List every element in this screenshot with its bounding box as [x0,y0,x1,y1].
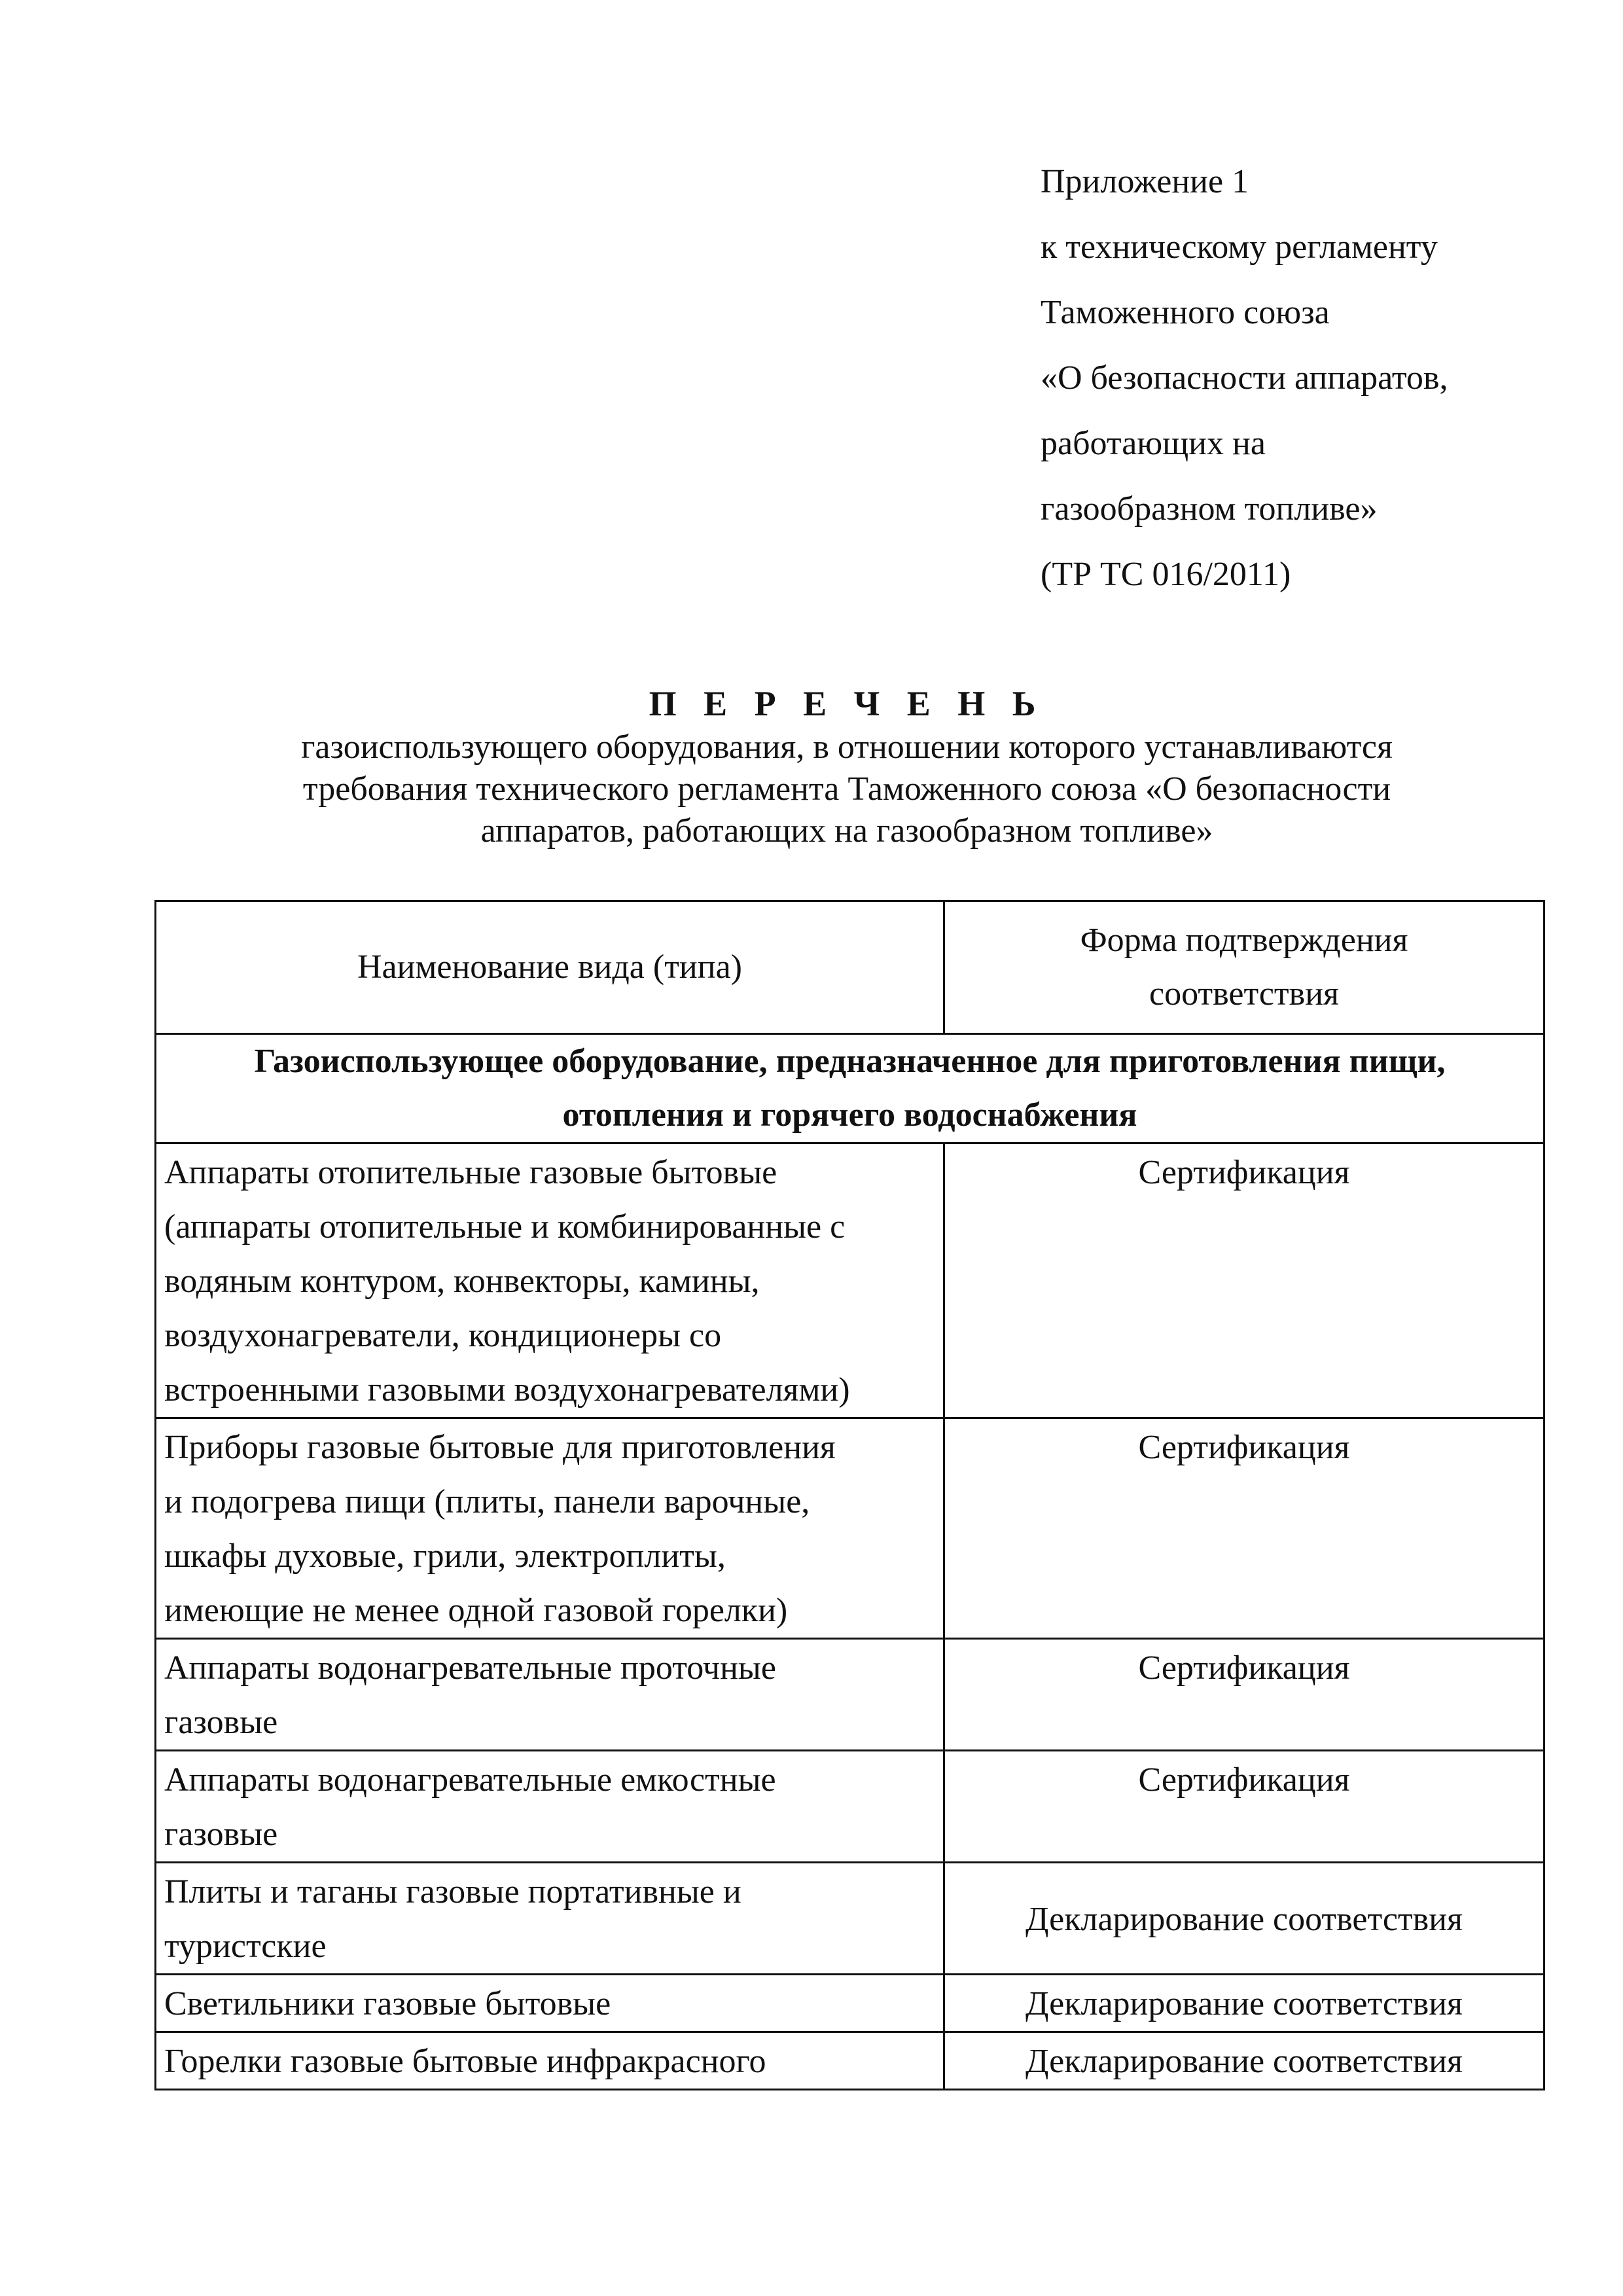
row-name: Плиты и таганы газовые портативные и туристские [156,1863,944,1975]
header-form: Форма подтверждения соответствия [944,901,1544,1034]
row-name: Аппараты отопительные газовые бытовые (аппараты отопительные и комбинированные с водяным контуром, конвекторы, камины, воздухонагреватели, кондиционеры со встроенными газовыми воздухонагревателями) [156,1143,944,1418]
appendix-line: Таможенного союза [1041,294,1330,331]
row-form: Сертификация [944,1751,1544,1863]
row-name: Аппараты водонагревательные емкостные газовые [156,1751,944,1863]
table-row [156,1751,1544,1863]
row-form: Сертификация [944,1418,1544,1639]
subtitle-line: аппаратов, работающих на газообразном топливе» [480,812,1213,850]
table-row [156,1418,1544,1639]
table-section-row [156,1034,1544,1143]
row-form: Сертификация [944,1143,1544,1418]
row-form: Сертификация [944,1639,1544,1751]
row-name: Горелки газовые бытовые инфракрасного [156,2032,944,2090]
appendix-reference [1041,149,1577,607]
document-subtitle [154,726,1539,852]
row-name: Аппараты водонагревательные проточные газовые [156,1639,944,1751]
table-row [156,1143,1544,1418]
subtitle-line: требования технического регламента Таможенного союза «О безопасности [302,770,1391,808]
section-heading: Газоиспользующее оборудование, предназначенное для приготовления пищи, отопления и горячего водоснабжения [156,1034,1544,1143]
appendix-line: к техническому регламенту [1041,228,1438,266]
row-form: Декларирование соответствия [944,1863,1544,1975]
document-heading [154,681,1539,852]
row-name: Приборы газовые бытовые для приготовления и подогрева пищи (плиты, панели варочные, шкафы духовые, грили, электроплиты, имеющие не менее одной газовой горелки) [156,1418,944,1639]
table-row [156,1639,1544,1751]
appendix-line: «О безопасности аппаратов, [1041,359,1448,397]
appendix-line: работающих на [1041,425,1266,462]
table-row [156,1863,1544,1975]
table-row [156,2032,1544,2090]
appendix-line: газообразном топливе» [1041,490,1378,528]
row-form: Декларирование соответствия [944,2032,1544,2090]
appendix-line: (ТР ТС 016/2011) [1041,556,1291,593]
document-title: П Е Р Е Ч Е Н Ь [649,684,1045,723]
row-name: Светильники газовые бытовые [156,1975,944,2032]
appendix-line: Приложение 1 [1041,163,1249,200]
header-name: Наименование вида (типа) [156,901,944,1034]
row-form: Декларирование соответствия [944,1975,1544,2032]
subtitle-line: газоиспользующего оборудования, в отношении которого устанавливаются [301,728,1393,766]
table-header-row [156,901,1544,1034]
equipment-table [154,900,1545,2090]
table-row [156,1975,1544,2032]
